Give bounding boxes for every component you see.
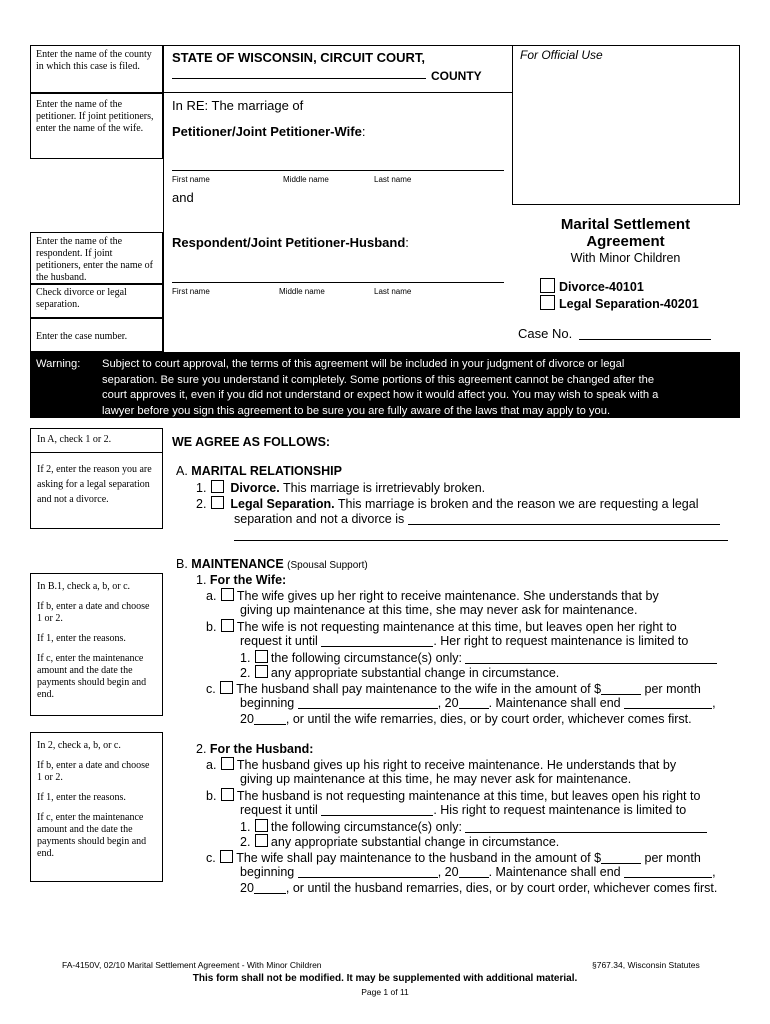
section-b2-hint-2: If b, enter a date and choose 1 or 2. [37,760,150,783]
w-c-checkbox[interactable] [220,681,233,694]
footer-statute: §767.34, Wisconsin Statutes [592,960,700,970]
section-b2-hint-box [30,732,163,882]
w-b-until-line[interactable] [321,634,433,647]
respondent-hint: Enter the name of the respondent. If joint petitioners, enter the name of the husband. [36,236,153,283]
official-use-label: For Official Use [520,48,603,62]
header-divider-right [512,45,513,205]
petitioner-label: Petitioner/Joint Petitioner-Wife: [172,124,366,139]
county-line[interactable] [172,78,426,79]
divorce-checkbox[interactable] [540,278,555,293]
h-c-amount-line[interactable] [601,851,641,864]
h-a-row-2: giving up maintenance at this time, he may never ask for maintenance. [240,772,632,786]
w-c-begin-year-line[interactable] [459,696,489,709]
h-c-end-line[interactable] [624,865,712,878]
warning-banner [30,352,740,418]
official-use-bottom [512,204,739,205]
header-row-divider [163,92,512,93]
petitioner-hint: Enter the name of the petitioner. If joint petitioners, enter the name of the wife. [36,99,154,134]
w-a-row-2: giving up maintenance at this time, she may never ask for maintenance. [240,603,638,617]
h-c-row-2: beginning , 20 . Maintenance shall end , [240,865,716,879]
h-b-checkbox[interactable] [221,788,234,801]
w-c-row-3: 20 , or until the wife remarries, dies, or by court order, whichever comes first. [240,712,692,726]
w-c-amount-line[interactable] [601,682,641,695]
warning-label: Warning: [36,358,81,370]
divorce-check-hint: Check divorce or legal separation. [36,287,127,310]
county-label: COUNTY [431,69,482,83]
respondent-middle-name-label: Middle name [279,287,325,296]
respondent-label: Respondent/Joint Petitioner-Husband: [172,235,409,250]
petitioner-name-line[interactable] [172,170,504,171]
county-hint-box [30,45,163,93]
w-c-end-line[interactable] [624,696,712,709]
h-c-begin-year-line[interactable] [459,865,489,878]
w-b-option-2-checkbox[interactable] [255,665,268,678]
separation-option[interactable]: Legal Separation-40201 [540,295,699,311]
h-b-row: b. The husband is not requesting maintenance at this time, but leaves open his right to [206,789,701,803]
w-b-row-2: request it until . Her right to request maintenance is limited to [240,634,689,648]
w-b-option-1-checkbox[interactable] [255,650,268,663]
petitioner-last-name-label: Last name [374,175,412,184]
official-use-right [739,45,740,205]
w-c-begin-line[interactable] [298,696,438,709]
w-b-checkbox[interactable] [221,619,234,632]
footer-page-number: Page 1 of 11 [361,987,409,997]
section-a-hint-2: If 2, enter the reason you are asking for a legal separation and not a divorce. [37,464,152,505]
h-a-checkbox[interactable] [221,757,234,770]
agree-heading: WE AGREE AS FOLLOWS: [172,435,331,449]
wife-heading: 1. For the Wife: [196,573,287,587]
separation-reason-line[interactable] [408,512,720,525]
w-c-row: c. The husband shall pay maintenance to the wife in the amount of $ per month [206,682,701,696]
respondent-last-name-label: Last name [374,287,412,296]
w-b-option-2: 2. any appropriate substantial change in circumstance. [240,666,560,680]
h-b-until-line[interactable] [321,803,433,816]
h-b-circumstance-line[interactable] [465,820,707,833]
w-b-row: b. The wife is not requesting maintenance at this time, but leaves open her right to [206,620,677,634]
petitioner-middle-name-label: Middle name [283,175,329,184]
header-top-line [163,45,739,46]
respondent-hint-box [30,232,163,284]
court-title: STATE OF WISCONSIN, CIRCUIT COURT, [172,50,426,65]
case-no-label: Case No. [518,326,573,341]
section-b1-hint-3: If 1, enter the reasons. [37,633,126,644]
h-b-row-2: request it until . His right to request maintenance is limited to [240,803,687,817]
form-title: Marital Settlement Agreement [560,216,691,250]
in-re-label: In RE: The marriage of [172,98,304,113]
h-c-row: c. The wife shall pay maintenance to the husband in the amount of $ per month [206,851,701,865]
a2-cont-row: separation and not a divorce is [234,512,720,527]
h-b-option-1-checkbox[interactable] [255,819,268,832]
a1-checkbox[interactable] [211,480,224,493]
section-b2-hint-1: In 2, check a, b, or c. [37,740,121,751]
w-c-row-2: beginning , 20 . Maintenance shall end , [240,696,716,710]
w-c-end-year-line[interactable] [254,712,286,725]
section-b1-hint-2: If b, enter a date and choose 1 or 2. [37,601,150,624]
h-c-row-3: 20 , or until the husband remarries, dies, or by court order, whichever comes first. [240,881,718,895]
section-a-hint-divider [30,452,163,453]
separation-reason-line-2[interactable] [234,540,728,541]
divorce-check-hint-box [30,284,163,318]
a2-checkbox[interactable] [211,496,224,509]
h-b-option-2-checkbox[interactable] [255,834,268,847]
section-a-hint-box [30,428,163,529]
case-number-hint-box [30,318,163,352]
h-b-option-2: 2. any appropriate substantial change in circumstance. [240,835,560,849]
section-b1-hint-box [30,573,163,716]
section-b1-hint-4: If c, enter the maintenance amount and the date the payments should begin and end. [37,653,147,700]
w-a-row: a. The wife gives up her right to receive maintenance. She understands that by [206,589,659,603]
separation-checkbox[interactable] [540,295,555,310]
footer-form-id: FA-4150V, 02/10 Marital Settlement Agreement - With Minor Children [62,960,322,970]
section-b1-hint-1: In B.1, check a, b, or c. [37,581,131,592]
section-b-heading: B. MAINTENANCE (Spousal Support) [176,557,368,571]
h-b-option-1: 1. the following circumstance(s) only: [240,819,707,835]
a1-row: 1. Divorce. This marriage is irretrievably broken. [196,481,486,495]
h-c-begin-line[interactable] [298,865,438,878]
section-b2-hint-4: If c, enter the maintenance amount and the date the payments should begin and end. [37,812,147,859]
w-a-checkbox[interactable] [221,588,234,601]
agree-divider [163,428,164,429]
petitioner-first-name-label: First name [172,175,210,184]
h-c-checkbox[interactable] [220,850,233,863]
section-a-heading: A. MARITAL RELATIONSHIP [176,464,342,478]
w-b-option-1: 1. the following circumstance(s) only: [240,650,717,666]
warning-text: Subject to court approval, the terms of this agreement will be included in your judgment of divorce or legal separation. Be sure you understand it completely. Some portions of this agreement cannot be changed after the court approves it, even if you did not understand or expect how it would affect you. You may wish to speak with a lawyer before you sign this agreement to be sure you are fully aware of the laws that may apply to you. [102,358,659,417]
respondent-first-name-label: First name [172,287,210,296]
and-label: and [172,190,194,205]
husband-heading: 2. For the Husband: [196,742,314,756]
w-b-circumstance-line[interactable] [465,651,717,664]
section-b2-hint-3: If 1, enter the reasons. [37,792,126,803]
h-c-end-year-line[interactable] [254,881,286,894]
case-no-line[interactable] [579,339,711,340]
h-a-row: a. The husband gives up his right to receive maintenance. He understands that by [206,758,677,772]
county-hint: Enter the name of the county in which this case is filed. [36,49,152,72]
form-subtitle: With Minor Children [570,251,681,265]
footer-notice: This form shall not be modified. It may be supplemented with additional material. [192,973,578,984]
section-a-hint-1: In A, check 1 or 2. [37,434,112,445]
case-number-hint: Enter the case number. [36,331,128,342]
respondent-name-line[interactable] [172,282,504,283]
petitioner-hint-box [30,93,163,159]
divorce-option[interactable]: Divorce-40101 [540,278,644,294]
a2-row: 2. Legal Separation. This marriage is broken and the reason we are requesting a legal [196,497,699,511]
